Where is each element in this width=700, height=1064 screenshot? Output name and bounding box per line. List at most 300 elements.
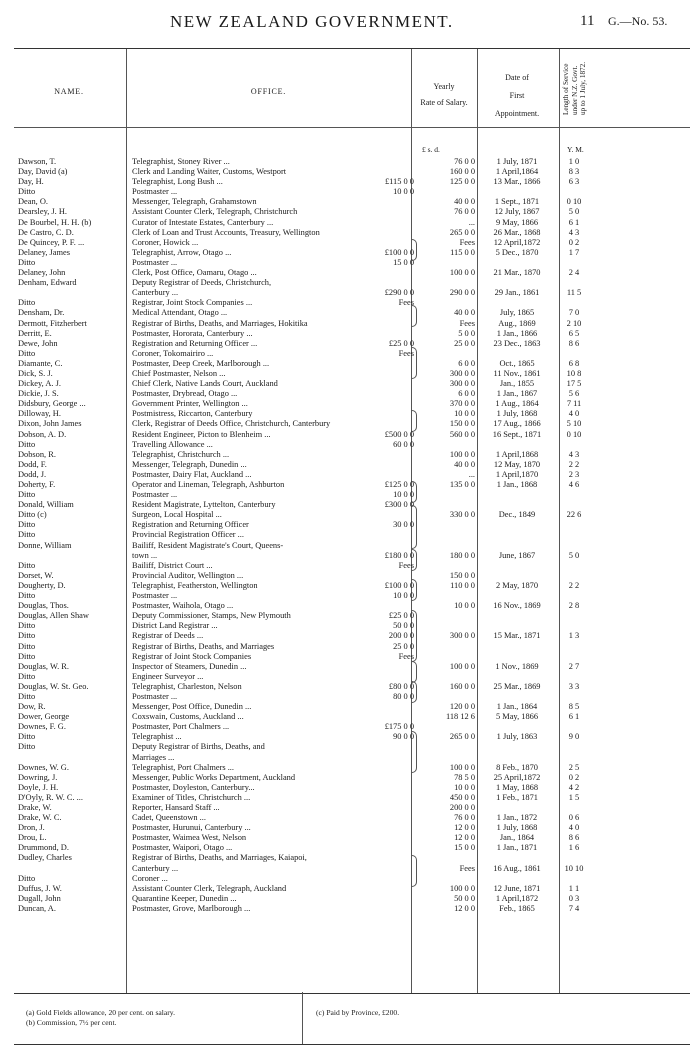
cell-salary: 300 0 0 xyxy=(449,368,475,378)
cell-salary: 5 0 0 xyxy=(458,328,475,338)
cell-name: Ditto xyxy=(18,560,36,570)
table-row xyxy=(14,450,690,460)
table-row xyxy=(14,803,690,813)
cell-service-length: 2 4 xyxy=(568,268,580,278)
cell-salary: 450 0 0 xyxy=(449,792,475,802)
cell-office: Coroner, Tokomairiro ... xyxy=(132,348,214,358)
table-row xyxy=(14,541,690,551)
table-row xyxy=(14,551,690,561)
cell-name: Donald, William xyxy=(18,500,74,510)
cell-office: Postmaster, Waihola, Otago ... xyxy=(132,601,234,611)
brace xyxy=(412,305,417,327)
cell-name: Densham, Dr. xyxy=(18,308,65,318)
footnote-b: (b) Commission, 7½ per cent. xyxy=(26,1018,117,1027)
cell-appointment-date: 1 Jan., 1872 xyxy=(496,813,538,823)
cell-name: Dean, O. xyxy=(18,197,48,207)
cell-service-length: 0 6 xyxy=(568,813,580,823)
cell-sub-amount: 10 0 0 xyxy=(393,591,414,601)
brace xyxy=(412,239,417,261)
cell-office: Clerk of Loan and Trust Accounts, Treasury, Wellington xyxy=(132,227,320,237)
table-row xyxy=(14,399,690,409)
cell-office: Surgeon, Local Hospital ... xyxy=(132,510,222,520)
cell-salary: 330 0 0 xyxy=(449,510,475,520)
cell-office: Canterbury ... xyxy=(132,288,179,298)
cell-service-length: 8 6 xyxy=(568,833,580,843)
cell-office: Telegraphist, Featherston, Wellington xyxy=(132,580,258,590)
cell-service-length: 2 2 xyxy=(568,459,580,469)
cell-name: Drummond, D. xyxy=(18,843,69,853)
cell-office: Telegraphist, Arrow, Otago ... xyxy=(132,247,232,257)
cell-service-length: 7 0 xyxy=(568,308,580,318)
table-row xyxy=(14,874,690,884)
cell-service-length: 4 0 xyxy=(568,823,580,833)
cell-appointment-date: 1 April,1872 xyxy=(495,893,539,903)
cell-name: Ditto xyxy=(18,641,36,651)
table-row xyxy=(14,308,690,318)
table-row xyxy=(14,440,690,450)
cell-appointment-date: 1 July, 1871 xyxy=(496,157,538,166)
table-row xyxy=(14,864,690,874)
cell-salary: 6 0 0 xyxy=(458,358,475,368)
cell-service-length: 7 4 xyxy=(568,903,580,913)
cell-service-length: 2 5 xyxy=(568,762,580,772)
cell-appointment-date: 1 Jan., 1864 xyxy=(496,702,538,712)
table-row xyxy=(14,278,690,288)
cell-name: Ditto xyxy=(18,298,36,308)
cell-office: Travelling Allowance ... xyxy=(132,439,213,449)
cell-name: Ditto xyxy=(18,671,36,681)
table-row xyxy=(14,692,690,702)
cell-appointment-date: 1 July, 1863 xyxy=(496,732,538,742)
table-row xyxy=(14,248,690,258)
cell-name: Dearsley, J. H. xyxy=(18,207,67,217)
table-row xyxy=(14,319,690,329)
cell-service-length: 6 3 xyxy=(568,177,580,187)
cell-service-length: 5 0 xyxy=(568,550,580,560)
cell-office: Clerk and Landing Waiter, Customs, Westport xyxy=(132,167,287,177)
cell-appointment-date: 8 Feb., 1870 xyxy=(496,762,538,772)
brace xyxy=(412,410,417,432)
cell-sub-amount: £25 0 0 xyxy=(388,338,414,348)
cell-office: Postmaster, Doyleston, Canterbury... xyxy=(132,782,255,792)
cell-appointment-date: 12 April,1872 xyxy=(493,237,541,247)
cell-name: Dickey, A. J. xyxy=(18,379,61,389)
cell-appointment-date: Oct., 1865 xyxy=(499,358,535,368)
cell-office: Cadet, Queenstown ... xyxy=(132,813,206,823)
cell-service-length: 10 10 xyxy=(564,863,584,873)
cell-service-length: 0 3 xyxy=(568,893,580,903)
cell-office: Inspector of Steamers, Dunedin ... xyxy=(132,661,247,671)
table-row xyxy=(14,470,690,480)
cell-name: Ditto xyxy=(18,631,36,641)
cell-salary: 76 0 0 xyxy=(454,813,475,823)
cell-name: Ditto xyxy=(18,530,36,540)
cell-sub-amount: 10 0 0 xyxy=(393,187,414,197)
cell-salary: 10 0 0 xyxy=(454,409,475,419)
cell-salary: 265 0 0 xyxy=(449,227,475,237)
cell-salary: Fees xyxy=(459,318,475,328)
table-row xyxy=(14,530,690,540)
cell-name: Douglas, W. St. Geo. xyxy=(18,681,89,691)
cell-office: Telegraphist, Christchurch ... xyxy=(132,449,230,459)
cell-service-length: 0 10 xyxy=(566,429,582,439)
cell-appointment-date: 1 Jan., 1866 xyxy=(496,328,538,338)
cell-name: Ditto xyxy=(18,520,36,530)
cell-name: Douglas, W. R. xyxy=(18,661,69,671)
table-row xyxy=(14,702,690,712)
cell-name: Dickie, J. S. xyxy=(18,389,59,399)
cell-name: Ditto xyxy=(18,348,36,358)
table-row xyxy=(14,268,690,278)
cell-name: Dougherty, D. xyxy=(18,580,66,590)
cell-service-length: 9 0 xyxy=(568,732,580,742)
cell-salary: 10 0 0 xyxy=(454,601,475,611)
cell-office: Registration and Returning Officer ... xyxy=(132,338,258,348)
cell-service-length: 6 1 xyxy=(568,712,580,722)
salary-header-line: Yearly xyxy=(433,82,455,91)
cell-name: Donne, William xyxy=(18,540,72,550)
cell-name: Dodd, J. xyxy=(18,469,47,479)
table-row xyxy=(14,631,690,641)
cell-service-length: 17 5 xyxy=(566,379,582,389)
cell-appointment-date: 15 Mar., 1871 xyxy=(493,631,541,641)
table-row xyxy=(14,298,690,308)
table-row xyxy=(14,571,690,581)
cell-appointment-date: Jan., 1855 xyxy=(499,379,535,389)
table-row xyxy=(14,157,690,167)
cell-office: Registrar, Joint Stock Companies ... xyxy=(132,298,253,308)
brace xyxy=(412,481,417,503)
table-row xyxy=(14,218,690,228)
cell-appointment-date: 16 Nov., 1869 xyxy=(493,601,541,611)
page-title: NEW ZEALAND GOVERNMENT. xyxy=(170,12,454,31)
cell-office: Postmaster, Deep Creek, Marlborough ... xyxy=(132,358,270,368)
cell-office: Reporter, Hansard Staff ... xyxy=(132,803,220,812)
cell-office: Assistant Counter Clerk, Telegraph, Christchurch xyxy=(132,207,298,217)
cell-name: Ditto xyxy=(18,490,36,500)
cell-sub-amount: £25 0 0 xyxy=(388,611,414,621)
cell-name: Downes, F. G. xyxy=(18,722,66,732)
cell-salary: 125 0 0 xyxy=(449,177,475,187)
cell-appointment-date: 1 May, 1868 xyxy=(495,782,539,792)
cell-appointment-date: 12 July, 1867 xyxy=(494,207,540,217)
cell-appointment-date: 13 Mar., 1866 xyxy=(493,177,541,187)
cell-service-length: 0 10 xyxy=(566,197,582,207)
cell-service-length: 2 8 xyxy=(568,601,580,611)
cell-sub-amount: £290 0 0 xyxy=(384,288,414,298)
cell-office: Operator and Lineman, Telegraph, Ashburton xyxy=(132,480,285,489)
cell-office: Postmaster, Hurunui, Canterbury ... xyxy=(132,823,251,833)
cell-salary: 150 0 0 xyxy=(449,570,475,580)
cell-office: Examiner of Titles, Christchurch ... xyxy=(132,792,251,802)
table-row xyxy=(14,884,690,894)
cell-salary: 180 0 0 xyxy=(449,550,475,560)
cell-name: Duncan, A. xyxy=(18,903,56,913)
cell-appointment-date: 12 May, 1870 xyxy=(493,459,541,469)
cell-salary: 100 0 0 xyxy=(449,883,475,893)
cell-office: Deputy Registrar of Deeds, Christchurch, xyxy=(132,278,272,288)
table-row xyxy=(14,500,690,510)
cell-appointment-date: 9 May, 1866 xyxy=(495,217,539,227)
cell-office: Registrar of Joint Stock Companies xyxy=(132,651,252,661)
money-units: £ s. d. xyxy=(422,145,440,154)
table-row xyxy=(14,460,690,470)
cell-name: Drake, W. C. xyxy=(18,813,62,823)
cell-sub-amount: £300 0 0 xyxy=(384,500,414,510)
cell-salary: 76 0 0 xyxy=(454,157,475,166)
cell-name: Ditto xyxy=(18,439,36,449)
cell-office: Provincial Auditor, Wellington ... xyxy=(132,570,244,580)
table-row xyxy=(14,480,690,490)
cell-salary: 150 0 0 xyxy=(449,419,475,429)
cell-office: Government Printer, Wellington ... xyxy=(132,399,248,409)
cell-service-length: 1 0 xyxy=(568,157,580,166)
table-row xyxy=(14,520,690,530)
cell-sub-amount: 200 0 0 xyxy=(388,631,414,641)
cell-service-length: 5 0 xyxy=(568,207,580,217)
cell-service-length: 22 6 xyxy=(566,510,582,520)
cell-office: Registrar of Births, Deaths, and Marriages, Kaiapoi, xyxy=(132,853,307,863)
cell-appointment-date: 1 July, 1868 xyxy=(496,409,538,419)
cell-office: Telegraphist, Port Chalmers ... xyxy=(132,762,234,772)
cell-name: Drake, W. xyxy=(18,803,52,812)
length-header-line: under N.Z. Govt. xyxy=(570,65,579,115)
cell-office: Coxswain, Customs, Auckland ... xyxy=(132,712,244,722)
cell-office: Messenger, Telegraph, Grahamstown xyxy=(132,197,257,207)
table-row xyxy=(14,712,690,722)
cell-sub-amount: 50 0 0 xyxy=(393,621,414,631)
brace xyxy=(412,661,417,683)
cell-sub-amount: £125 0 0 xyxy=(384,480,414,489)
staff-table xyxy=(14,48,690,994)
cell-office: Coroner ... xyxy=(132,873,168,883)
cell-name: Delaney, John xyxy=(18,268,66,278)
cell-office: Bailiff, District Court ... xyxy=(132,560,213,570)
table-row xyxy=(14,187,690,197)
cell-service-length: 4 6 xyxy=(568,480,580,489)
cell-salary: ... xyxy=(468,469,475,479)
cell-name: Didsbury, George ... xyxy=(18,399,86,409)
footnote-c: (c) Paid by Province, £200. xyxy=(316,1008,400,1017)
cell-office: Registrar of Births, Deaths, and Marriages, Hokitika xyxy=(132,318,308,328)
table-row xyxy=(14,742,690,752)
cell-service-length: 8 5 xyxy=(568,702,580,712)
table-row xyxy=(14,349,690,359)
cell-service-length: 11 5 xyxy=(566,288,582,298)
cell-office: Postmaster ... xyxy=(132,691,178,701)
cell-office: Resident Engineer, Picton to Blenheim ... xyxy=(132,429,271,439)
cell-office: Postmaster, Hororata, Canterbury ... xyxy=(132,328,253,338)
table-row xyxy=(14,894,690,904)
cell-name: De Bourbel, H. H. (b) xyxy=(18,217,92,227)
cell-name: Doherty, F. xyxy=(18,480,56,489)
cell-name: Ditto xyxy=(18,257,36,267)
cell-office: Postmaster ... xyxy=(132,591,178,601)
table-row xyxy=(14,642,690,652)
cell-appointment-date: 1 Jan., 1871 xyxy=(496,843,538,853)
cell-name: Dewe, John xyxy=(18,338,58,348)
table-row xyxy=(14,591,690,601)
cell-appointment-date: 26 Mar., 1868 xyxy=(493,227,541,237)
cell-service-length: 8 3 xyxy=(568,167,580,177)
table-row xyxy=(14,369,690,379)
cell-sub-amount: 10 0 0 xyxy=(393,490,414,500)
cell-name: Dron, J. xyxy=(18,823,45,833)
cell-appointment-date: 21 Mar., 1870 xyxy=(493,268,541,278)
cell-name: Denham, Edward xyxy=(18,278,77,288)
table-row xyxy=(14,793,690,803)
column-header-name: NAME. xyxy=(54,87,84,96)
table-row xyxy=(14,611,690,621)
table-row xyxy=(14,177,690,187)
cell-salary: 200 0 0 xyxy=(449,803,475,812)
cell-name: Dawson, T. xyxy=(18,157,57,166)
cell-service-length: 1 1 xyxy=(568,883,580,893)
cell-office: Telegraphist, Stoney River ... xyxy=(132,157,230,166)
table-row xyxy=(14,843,690,853)
table-row xyxy=(14,228,690,238)
cell-office: Postmaster, Waipori, Otago ... xyxy=(132,843,233,853)
cell-office: Telegraphist, Charleston, Nelson xyxy=(132,681,242,691)
cell-appointment-date: July, 1865 xyxy=(499,308,535,318)
cell-service-length: 8 6 xyxy=(568,338,580,348)
cell-appointment-date: Dec., 1849 xyxy=(498,510,536,520)
cell-name: Drou, L. xyxy=(18,833,47,843)
table-row xyxy=(14,389,690,399)
cell-salary: 265 0 0 xyxy=(449,732,475,742)
cell-office: town ... xyxy=(132,550,158,560)
column-header-date xyxy=(477,69,557,123)
cell-name: Dermott, Fitzherbert xyxy=(18,318,87,328)
cell-service-length: 0 2 xyxy=(568,237,580,247)
table-row xyxy=(14,662,690,672)
date-header-line: Date of xyxy=(505,73,529,82)
cell-name: Dorset, W. xyxy=(18,570,54,580)
cell-salary: 300 0 0 xyxy=(449,379,475,389)
cell-name: Dugall, John xyxy=(18,893,61,903)
cell-appointment-date: 5 May, 1866 xyxy=(495,712,539,722)
cell-salary: 370 0 0 xyxy=(449,399,475,409)
cell-office: Registrar of Births, Deaths, and Marriages xyxy=(132,641,275,651)
cell-name: Doyle, J. H. xyxy=(18,782,59,792)
cell-salary: 25 0 0 xyxy=(454,338,475,348)
column-header-length xyxy=(562,45,588,115)
cell-sub-amount: 30 0 0 xyxy=(393,520,414,530)
cell-service-length: 4 3 xyxy=(568,449,580,459)
cell-salary: 6 0 0 xyxy=(458,389,475,399)
cell-service-length: 2 10 xyxy=(566,318,582,328)
table-row xyxy=(14,207,690,217)
cell-salary: 50 0 0 xyxy=(454,893,475,903)
length-header-line: Length of Service xyxy=(562,63,570,115)
cell-name: Ditto (c) xyxy=(18,510,47,520)
cell-name: Dobson, R. xyxy=(18,449,56,459)
cell-office: Postmaster ... xyxy=(132,187,178,197)
cell-salary: 12 0 0 xyxy=(454,823,475,833)
cell-sub-amount: 60 0 0 xyxy=(393,439,414,449)
cell-office: Marriages ... xyxy=(132,752,175,762)
table-row xyxy=(14,359,690,369)
cell-service-length: 0 2 xyxy=(568,772,580,782)
document-reference: G.—No. 53. xyxy=(608,14,668,28)
page-header xyxy=(0,10,700,34)
cell-name: Derritt, E. xyxy=(18,328,52,338)
cell-appointment-date: 1 Sept., 1871 xyxy=(494,197,540,207)
cell-name: Ditto xyxy=(18,873,36,883)
cell-appointment-date: 5 Dec., 1870 xyxy=(495,247,539,257)
table-row xyxy=(14,904,690,914)
cell-salary: 290 0 0 xyxy=(449,288,475,298)
footnote-left xyxy=(26,1008,175,1028)
cell-salary: 10 0 0 xyxy=(454,782,475,792)
cell-name: Dobson, A. D. xyxy=(18,429,67,439)
column-header-office: OFFICE. xyxy=(250,87,287,96)
cell-salary: 120 0 0 xyxy=(449,702,475,712)
cell-salary: 100 0 0 xyxy=(449,449,475,459)
cell-office: Registration and Returning Officer xyxy=(132,520,249,530)
cell-appointment-date: 1 Jan., 1867 xyxy=(496,389,538,399)
table-row xyxy=(14,329,690,339)
page-number: 11 xyxy=(580,13,595,29)
cell-name: Dow, R. xyxy=(18,702,46,712)
cell-office: Engineer Surveyor ... xyxy=(132,671,204,681)
table-row xyxy=(14,238,690,248)
cell-appointment-date: 1 April,1864 xyxy=(495,167,539,177)
cell-name: Duffus, J. W. xyxy=(18,883,62,893)
column-header-salary xyxy=(411,79,477,111)
cell-office: Chief Postmaster, Nelson ... xyxy=(132,368,226,378)
cell-appointment-date: Feb., 1865 xyxy=(499,903,535,913)
cell-service-length: 7 11 xyxy=(566,399,582,409)
cell-name: Dodd, F. xyxy=(18,459,47,469)
cell-office: Quarantine Keeper, Dunedin ... xyxy=(132,893,237,903)
cell-sub-amount: £100 0 0 xyxy=(384,580,414,590)
cell-salary: 78 5 0 xyxy=(454,772,475,782)
cell-office: Provincial Registration Officer ... xyxy=(132,530,244,540)
cell-service-length: 6 1 xyxy=(568,217,580,227)
cell-office: Canterbury ... xyxy=(132,863,179,873)
cell-appointment-date: 1 Feb., 1871 xyxy=(496,792,538,802)
cell-salary: 118 12 6 xyxy=(445,712,475,722)
cell-sub-amount: £500 0 0 xyxy=(384,429,414,439)
brace xyxy=(412,855,417,887)
cell-salary: 40 0 0 xyxy=(454,308,475,318)
cell-name: Ditto xyxy=(18,742,36,752)
cell-name: D'Oyly, R. W. C. ... xyxy=(18,792,83,802)
table-row xyxy=(14,167,690,177)
cell-sub-amount: £80 0 0 xyxy=(388,681,414,691)
cell-name: Dilloway, H. xyxy=(18,409,61,419)
cell-service-length: 1 7 xyxy=(568,247,580,257)
table-row xyxy=(14,490,690,500)
cell-sub-amount: Fees xyxy=(398,560,414,570)
cell-office: Deputy Registrar of Births, Deaths, and xyxy=(132,742,265,752)
table-row xyxy=(14,430,690,440)
cell-salary: 560 0 0 xyxy=(449,429,475,439)
cell-service-length: 5 10 xyxy=(566,419,582,429)
cell-appointment-date: 1 Aug., 1864 xyxy=(495,399,539,409)
cell-sub-amount: £100 0 0 xyxy=(384,247,414,257)
cell-name: Day, H. xyxy=(18,177,44,187)
brace xyxy=(412,579,417,601)
cell-salary: 40 0 0 xyxy=(454,459,475,469)
cell-service-length: 6 5 xyxy=(568,328,580,338)
cell-appointment-date: 23 Dec., 1863 xyxy=(493,338,541,348)
cell-name: Dudley, Charles xyxy=(18,853,72,863)
cell-service-length: 2 7 xyxy=(568,661,580,671)
cell-appointment-date: 12 June, 1871 xyxy=(493,883,541,893)
cell-salary: 12 0 0 xyxy=(454,833,475,843)
